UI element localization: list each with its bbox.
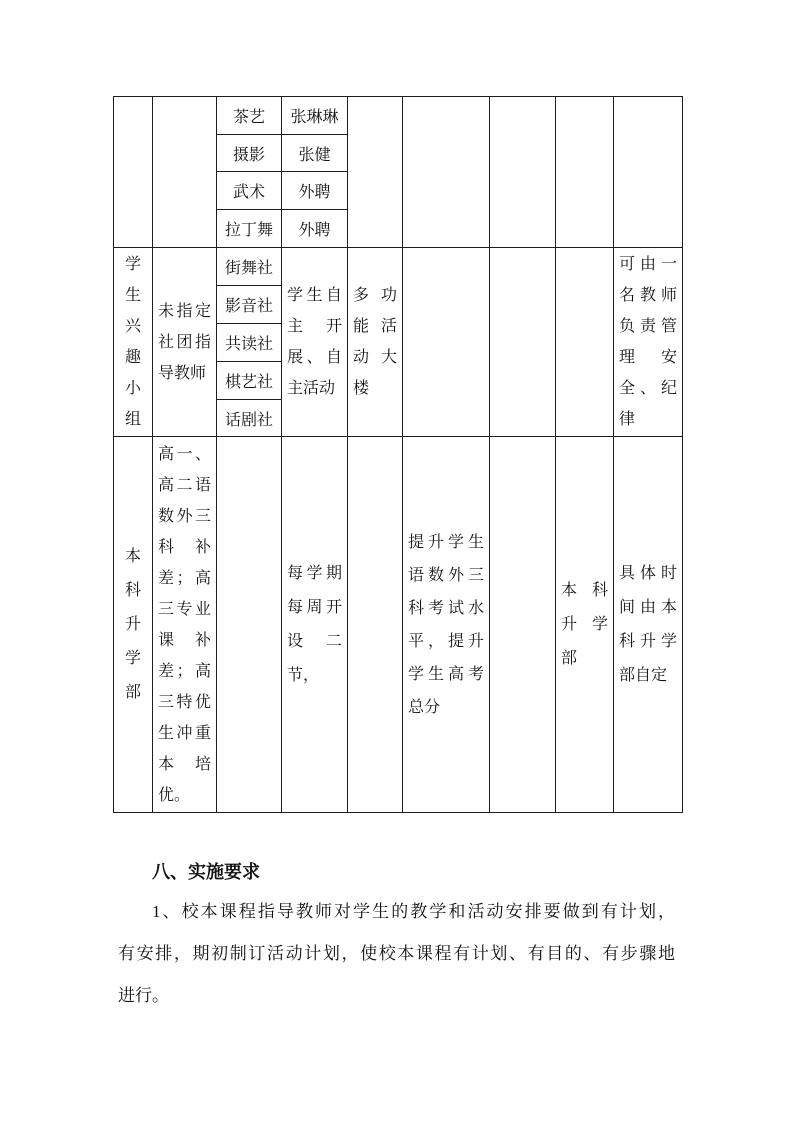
club-name-cell: 话剧社 — [217, 400, 282, 437]
empty-cell — [556, 248, 614, 437]
club-teacher-cell: 张健 — [282, 135, 348, 172]
venue-cell: 多 功 能 活 动 大 楼 — [348, 248, 403, 437]
empty-cell — [217, 437, 282, 813]
club-name-cell: 棋艺社 — [217, 362, 282, 400]
empty-cell — [348, 437, 403, 813]
table-row — [114, 248, 683, 286]
body-text — [118, 858, 675, 1017]
club-course-cell: 摄影 — [217, 135, 282, 172]
activity-mode-cell: 学生自 主 开 展、自 主活动 — [282, 248, 348, 437]
management-note-cell: 可由一 名教师 负责管 理 安 全、纪 律 — [614, 248, 683, 437]
organizer-cell: 本 科 升 学 部 — [556, 437, 614, 813]
advisor-cell: 未指定 社团指 导教师 — [153, 248, 217, 437]
club-teacher-cell: 外聘 — [282, 210, 348, 248]
empty-cell — [403, 248, 490, 437]
club-teacher-cell: 外聘 — [282, 172, 348, 210]
empty-cell — [153, 97, 217, 248]
empty-cell — [556, 97, 614, 248]
club-name-cell: 共读社 — [217, 324, 282, 362]
empty-cell — [614, 97, 683, 248]
club-course-cell: 拉丁舞 — [217, 210, 282, 248]
table-row — [114, 437, 683, 813]
paragraph-line: 1、校本课程指导教师对学生的教学和活动安排要做到有计划， — [152, 902, 675, 921]
club-name-cell: 街舞社 — [217, 248, 282, 286]
club-course-cell: 武术 — [217, 172, 282, 210]
empty-cell — [114, 97, 153, 248]
empty-cell — [490, 97, 556, 248]
dept-category-cell: 本 科 升 学 部 — [114, 437, 153, 813]
empty-cell — [348, 97, 403, 248]
schedule-cell: 每学期 每周开 设 二 节， — [282, 437, 348, 813]
empty-cell — [403, 97, 490, 248]
course-table — [113, 96, 683, 813]
time-note-cell: 具体时 间由本 科升学 部自定 — [614, 437, 683, 813]
empty-cell — [490, 248, 556, 437]
table-row — [114, 97, 683, 135]
paragraph — [118, 891, 675, 1017]
club-teacher-cell: 张琳琳 — [282, 97, 348, 135]
goal-cell: 提升学生 语数外三 科考试水 平，提升 学生高考 总分 — [403, 437, 490, 813]
paragraph-line: 进行。 — [118, 986, 169, 1005]
section-heading: 八、实施要求 — [152, 862, 260, 882]
empty-cell — [490, 437, 556, 813]
paragraph-line: 有安排，期初制订活动计划，使校本课程有计划、有目的、有步骤地 — [118, 944, 675, 963]
club-course-cell: 茶艺 — [217, 97, 282, 135]
category-cell: 学 生 兴 趣 小 组 — [114, 248, 153, 437]
club-name-cell: 影音社 — [217, 286, 282, 324]
dept-content-cell: 高一、 高二语 数外三 科 补 差；高 三专业 课 补 差；高 三特优 生冲重 本 培 优。 — [153, 437, 217, 813]
